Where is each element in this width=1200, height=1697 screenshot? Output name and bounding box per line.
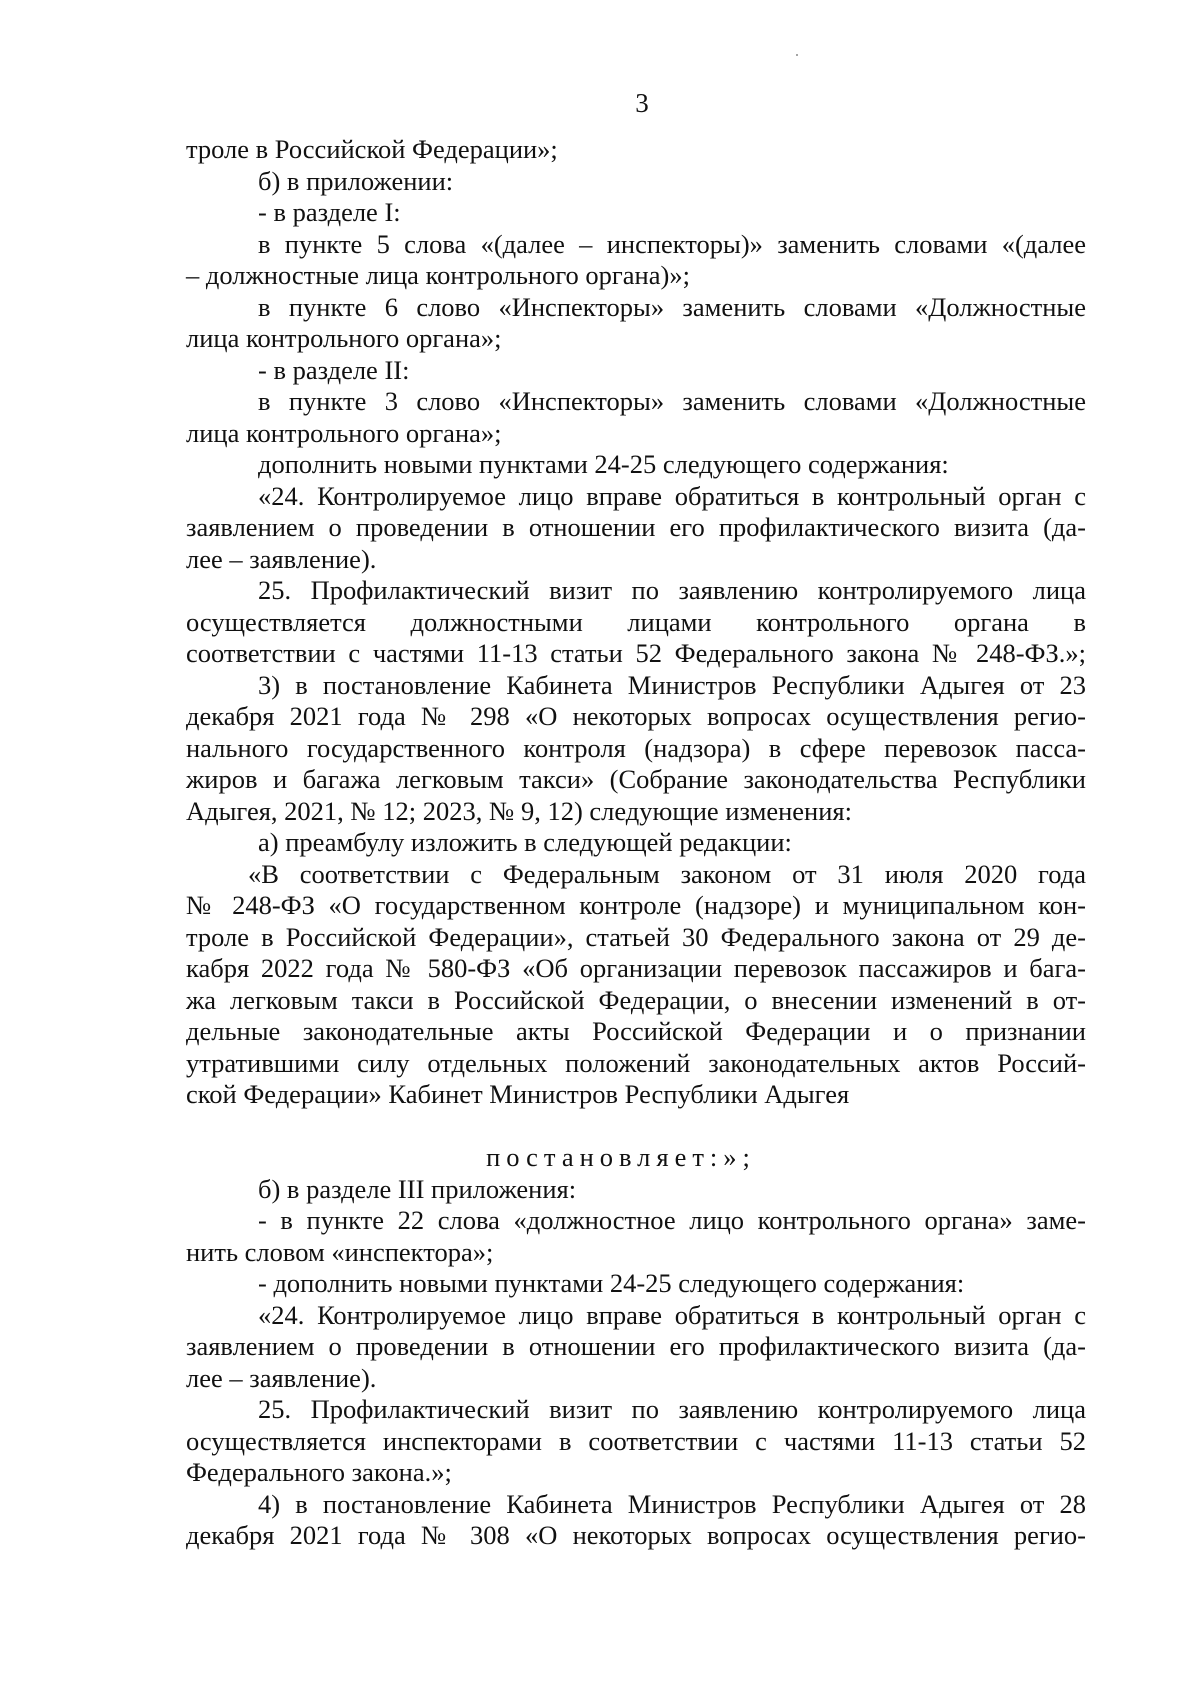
text-line: жиров и багажа легковым такси» (Собрание законодательства Республики <box>186 764 1086 794</box>
text-line: 25. Профилактический визит по заявлению контролируемого лица <box>258 575 1086 605</box>
text-line: 4) в постановление Кабинета Министров Республики Адыгея от 28 <box>258 1488 1086 1519</box>
text-line: кабря 2022 года № 580-ФЗ «Об организации перевозок пассажиров и бага- <box>186 953 1086 983</box>
text-line: осуществляется должностными лицами контрольного органа в <box>186 606 1086 637</box>
resolution-word: постановляет:»; <box>486 1142 756 1172</box>
text-line: нального государственного контроля (надзора) в сфере перевозок пасса- <box>186 732 1086 763</box>
text-line: троле в Российской Федерации»; <box>186 134 558 164</box>
blank-line <box>186 1111 1086 1143</box>
text-line: б) в приложении: <box>258 165 454 196</box>
scan-speck <box>796 54 798 56</box>
text-line: лее – заявление). <box>186 1362 377 1393</box>
text-line: декабря 2021 года № 298 «О некоторых вопросах осуществления регио- <box>186 701 1086 731</box>
text-line: заявлением о проведении в отношении его профилактического визита (да- <box>186 512 1086 542</box>
text-line: соответствии с частями 11-13 статьи 52 Федерального закона № 248-ФЗ.»; <box>186 638 1086 668</box>
text-line: в пункте 3 слово «Инспекторы» заменить словами «Должностные <box>258 386 1086 416</box>
text-line: - в разделе I: <box>258 197 401 227</box>
text-line: осуществляется инспекторами в соответствии с частями 11-13 статьи 52 <box>186 1425 1086 1456</box>
text-line: нить словом «инспектора»; <box>186 1236 494 1267</box>
document-body <box>186 134 1086 1552</box>
text-line: заявлением о проведении в отношении его профилактического визита (да- <box>186 1331 1086 1361</box>
text-line: № 248-ФЗ «О государственном контроле (надзоре) и муниципальном кон- <box>186 890 1086 920</box>
text-line: - в разделе II: <box>258 354 410 385</box>
page-number: 3 <box>635 88 649 118</box>
text-line: жа легковым такси в Российской Федерации, о внесении изменений в от- <box>186 984 1086 1015</box>
text-line: б) в разделе III приложения: <box>258 1173 577 1204</box>
text-line: - в пункте 22 слова «должностное лицо контрольного органа» заме- <box>258 1205 1086 1235</box>
text-line: 3) в постановление Кабинета Министров Республики Адыгея от 23 <box>258 669 1086 700</box>
text-line: «24. Контролируемое лицо вправе обратиться в контрольный орган с <box>258 480 1086 511</box>
text-line: – должностные лица контрольного органа)»; <box>186 260 690 290</box>
text-line: в пункте 6 слово «Инспекторы» заменить словами «Должностные <box>258 291 1086 322</box>
text-line: «24. Контролируемое лицо вправе обратиться в контрольный орган с <box>258 1299 1086 1330</box>
text-line: декабря 2021 года № 308 «О некоторых вопросах осуществления регио- <box>186 1520 1086 1550</box>
text-line: троле в Российской Федерации», статьей 30 Федерального закона от 29 де- <box>186 921 1086 952</box>
text-line: лее – заявление). <box>186 543 377 574</box>
text-line: дополнить новыми пунктами 24-25 следующего содержания: <box>258 449 949 479</box>
text-line: ской Федерации» Кабинет Министров Республики Адыгея <box>186 1079 850 1109</box>
text-line: а) преамбулу изложить в следующей редакции: <box>258 827 792 857</box>
text-line: Адыгея, 2021, № 12; 2023, № 9, 12) следующие изменения: <box>186 795 852 826</box>
text-line: в пункте 5 слова «(далее – инспекторы)» заменить словами «(далее <box>258 228 1086 259</box>
text-line: лица контрольного органа»; <box>186 417 502 448</box>
text-line: дельные законодательные акты Российской Федерации и о признании <box>186 1016 1086 1046</box>
text-line: «В соответствии с Федеральным законом от 31 июля 2020 года <box>248 858 1086 889</box>
text-line: утратившими силу отдельных положений законодательных актов Россий- <box>186 1047 1086 1078</box>
text-line: лица контрольного органа»; <box>186 323 502 353</box>
text-line: - дополнить новыми пунктами 24-25 следующего содержания: <box>258 1268 965 1298</box>
text-line: Федерального закона.»; <box>186 1457 452 1487</box>
text-line: 25. Профилактический визит по заявлению контролируемого лица <box>258 1394 1086 1424</box>
